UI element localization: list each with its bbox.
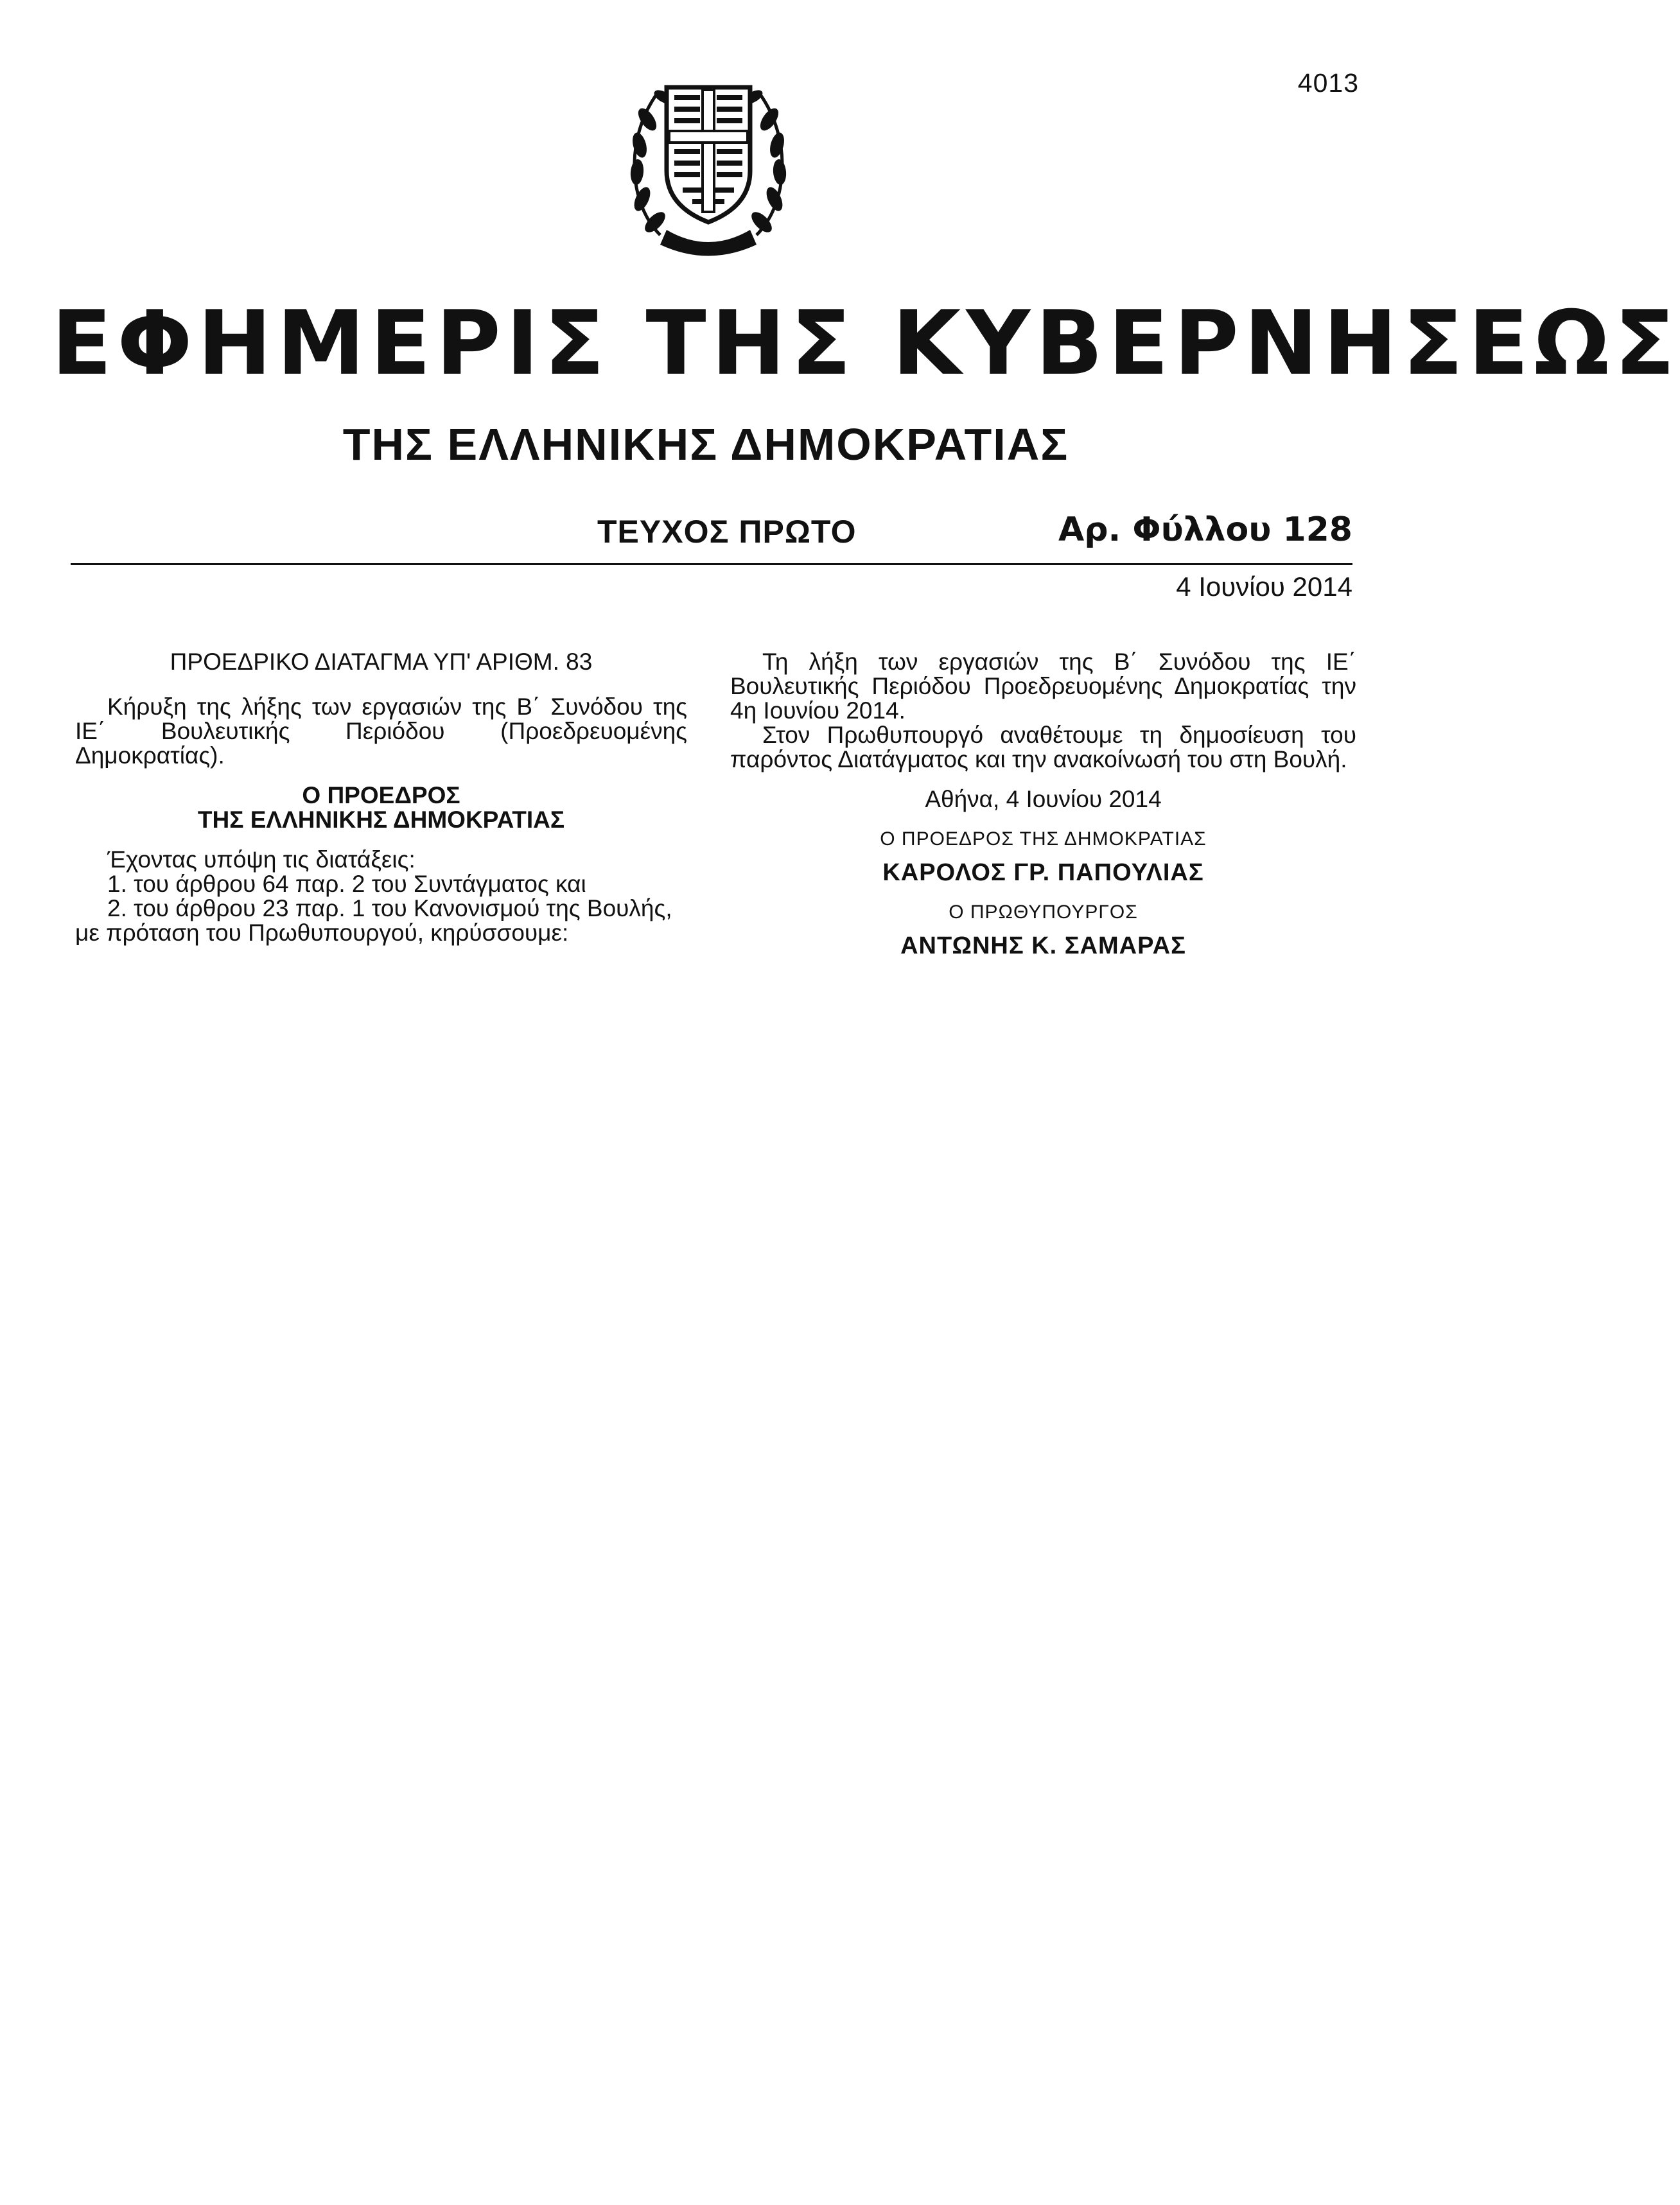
having-regard: Έχοντας υπόψη τις διατάξεις: (107, 846, 416, 873)
issue-date: 4 Ιουνίου 2014 (1176, 571, 1352, 602)
provision-2: 2. του άρθρου 23 παρ. 1 του Κανονισμού της Βουλής, (107, 895, 672, 921)
pm-name: ΑΝΤΩΝΗΣ Κ. ΣΑΜΑΡΑΣ (900, 932, 1186, 959)
gazette-subtitle: ΤΗΣ ΕΛΛΗΝΙΚΗΣ ΔΗΜΟΚΡΑΤΙΑΣ (342, 419, 1069, 469)
issue-info-row (71, 510, 1352, 555)
declaration-text: Τη λήξη των εργασιών της Β΄ Συνόδου της ΙΕ΄ Βουλευτικής Περιόδου Προεδρευομένης Δημοκρατίας την 4η Ιουνίου 2014. (730, 649, 1356, 724)
right-column (730, 650, 1356, 958)
page-number: 4013 (1297, 68, 1359, 98)
gazette-title: ΕΦΗΜΕΡΙΣ ΤΗΣ ΚΥΒΕΡΝΗΣΕΩΣ (51, 292, 1680, 395)
decree-heading: ΠΡΟΕΔΡΙΚΟ ΔΙΑΤΑΓΜΑ ΥΠ' ΑΡΙΘΜ. 83 (170, 649, 593, 675)
president-heading-line2: ΤΗΣ ΕΛΛΗΝΙΚΗΣ ΔΗΜΟΚΡΑΤΙΑΣ (197, 806, 565, 833)
place-date: Αθήνα, 4 Ιουνίου 2014 (925, 786, 1162, 812)
president-heading-line1: Ο ΠΡΟΕΔΡΟΣ (302, 782, 460, 808)
president-name: ΚΑΡΟΛΟΣ ΓΡ. ΠΑΠΟΥΛΙΑΣ (882, 859, 1204, 886)
decree-subject: Κήρυξη της λήξης των εργασιών της Β΄ Συνόδου της ΙΕ΄ Βουλευτικής Περιόδου (Προεδρευομένης Δημοκρατίας). (75, 693, 687, 769)
provision-1: 1. του άρθρου 64 παρ. 2 του Συντάγματος και (107, 871, 586, 897)
publication-order: Στον Πρωθυπουργό αναθέτουμε τη δημοσίευση του παρόντος Διατάγματος και την ανακοίνωσή του στη Βουλή. (730, 722, 1356, 772)
header-divider (71, 563, 1352, 565)
president-title: Ο ΠΡΟΕΔΡΟΣ ΤΗΣ ΔΗΜΟΚΡΑΤΙΑΣ (880, 828, 1207, 850)
left-column (75, 650, 687, 945)
sheet-number: Αρ. Φύλλου 128 (1058, 510, 1352, 549)
greek-coat-of-arms-icon (622, 62, 795, 267)
pm-title: Ο ΠΡΩΘΥΠΟΥΡΓΟΣ (949, 902, 1138, 923)
proposal-text: με πρόταση του Πρωθυπουργού, κηρύσσουμε: (75, 919, 569, 946)
issue-series: ΤΕΥΧΟΣ ΠΡΩΤΟ (597, 514, 857, 550)
